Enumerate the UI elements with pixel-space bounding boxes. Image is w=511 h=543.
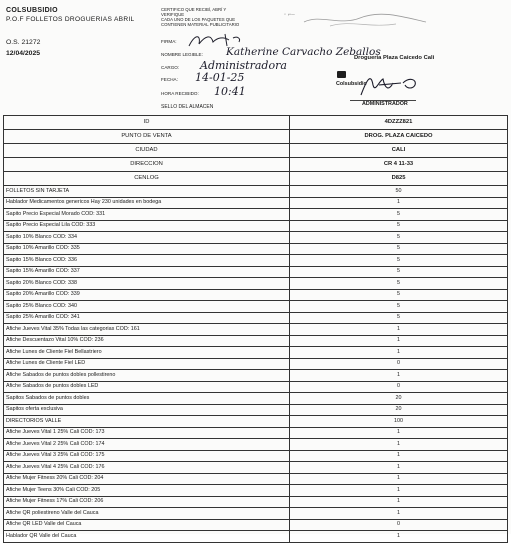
document-date: 12/04/2025: [6, 50, 41, 57]
item-description-cell: Afiche Jueves Vital 35% Todas las categorias COD: 161: [4, 324, 290, 336]
header-label-cell: PUNTO DE VENTA: [4, 130, 290, 144]
table-row: [4, 324, 508, 336]
item-description-cell: Sapito Precio Especial Morado COD: 331: [4, 209, 290, 221]
item-quantity-cell: 1: [290, 347, 508, 359]
table-row: [4, 450, 508, 462]
item-description-cell: Afiche Jueves Vital 4 25% Cali COD: 176: [4, 462, 290, 474]
item-description-cell: Afiche Mujer Fitness 20% Cali COD: 204: [4, 473, 290, 485]
label-firma: FIRMA:: [161, 39, 177, 44]
item-quantity-cell: 1: [290, 197, 508, 209]
item-description-cell: Hablador QR Valle del Cauca: [4, 531, 290, 543]
table-header-row: [4, 172, 508, 186]
faint-mark: ◦ ⌐ ̶: [284, 12, 293, 18]
certification-line-2: VERIFIQUE: [161, 12, 185, 17]
item-description-cell: FOLLETOS SIN TARJETA: [4, 186, 290, 198]
item-description-cell: Afiche Mujer Fitness 17% Cali COD: 206: [4, 496, 290, 508]
item-description-cell: Afiche Jueves Vital 3 25% Cali COD: 175: [4, 450, 290, 462]
item-description-cell: Sapito 10% Amarillo COD: 335: [4, 243, 290, 255]
handwritten-fecha: 14-01-25: [195, 71, 245, 84]
document-title: P.O.F FOLLETOS DROGUERIAS ABRIL: [6, 16, 135, 23]
item-description-cell: Sapito Precio Especial Lila COD: 333: [4, 220, 290, 232]
table-row: [4, 496, 508, 508]
stamp-brand: Colsubsidio: [336, 81, 367, 87]
item-description-cell: Sapito 10% Blanco COD: 334: [4, 232, 290, 244]
handwritten-signature-2: [355, 71, 425, 99]
item-description-cell: Sapitos Sabados de puntos dobles: [4, 393, 290, 405]
header-label-cell: CENLOG: [4, 172, 290, 186]
certification-line-1: CERTIFICO QUE RECIBÍ, ABRÍ Y: [161, 7, 227, 12]
table-row: [4, 312, 508, 324]
header-label-cell: ID: [4, 116, 290, 130]
handwritten-hora: 10:41: [214, 85, 246, 98]
item-description-cell: Hablador Medicamentos genericos Hay 230 unidades en bodega: [4, 197, 290, 209]
header-value-cell: CALI: [290, 144, 508, 158]
table-row: [4, 404, 508, 416]
item-description-cell: Afiche Mujer Teens 30% Cali COD: 205: [4, 485, 290, 497]
item-description-cell: Sapito 15% Amarillo COD: 337: [4, 266, 290, 278]
item-quantity-cell: 5: [290, 220, 508, 232]
table-row: [4, 301, 508, 313]
item-description-cell: Sapito 20% Blanco COD: 338: [4, 278, 290, 290]
label-nombre-legible: NOMBRE LEGIBLE:: [161, 52, 203, 57]
item-description-cell: Afiche Sabados de puntos dobles pollestireno: [4, 370, 290, 382]
table-row: [4, 232, 508, 244]
stamp-role: ADMINISTRADOR: [362, 101, 408, 107]
item-description-cell: Afiche Jueves Vital 2 25% Cali COD: 174: [4, 439, 290, 451]
label-fecha: FECHA:: [161, 77, 178, 82]
table-row: [4, 243, 508, 255]
header-value-cell: DROG. PLAZA CAICEDO: [290, 130, 508, 144]
table-row: [4, 508, 508, 520]
item-quantity-cell: 5: [290, 209, 508, 221]
item-quantity-cell: 5: [290, 278, 508, 290]
table-row: [4, 416, 508, 428]
certification-line-3: CADA UNO DE LOS PAQUETES QUE: [161, 17, 236, 22]
item-quantity-cell: 20: [290, 393, 508, 405]
item-description-cell: Afiche Descuentazo Vital 10% COD: 236: [4, 335, 290, 347]
item-description-cell: DIRECTORIOS VALLE: [4, 416, 290, 428]
table-row: [4, 358, 508, 370]
faint-scribble: [300, 8, 430, 30]
header-label-cell: DIRECCION: [4, 158, 290, 172]
item-quantity-cell: 1: [290, 450, 508, 462]
stamp-logo-icon: [337, 71, 346, 78]
item-description-cell: Afiche Lunes de Cliente Fiel LED: [4, 358, 290, 370]
item-description-cell: Afiche Sabados de puntos dobles LED: [4, 381, 290, 393]
header-value-cell: 4DZZZ821: [290, 116, 508, 130]
table-row: [4, 462, 508, 474]
item-quantity-cell: 50: [290, 186, 508, 198]
item-quantity-cell: 1: [290, 335, 508, 347]
table-row: [4, 197, 508, 209]
item-description-cell: Afiche Jueves Vital 1 25% Cali COD: 173: [4, 427, 290, 439]
item-description-cell: Sapito 25% Amarillo COD: 341: [4, 312, 290, 324]
table-row: [4, 347, 508, 359]
item-quantity-cell: 5: [290, 312, 508, 324]
item-quantity-cell: 0: [290, 358, 508, 370]
table-header-row: [4, 116, 508, 130]
table-row: [4, 186, 508, 198]
item-quantity-cell: 100: [290, 416, 508, 428]
table-header-row: [4, 130, 508, 144]
item-quantity-cell: 5: [290, 255, 508, 267]
table-row: [4, 289, 508, 301]
item-description-cell: Sapito 25% Blanco COD: 340: [4, 301, 290, 313]
item-description-cell: Sapito 20% Amarillo COD: 339: [4, 289, 290, 301]
item-description-cell: Afiche QR LED Valle del Cauca: [4, 519, 290, 531]
item-quantity-cell: 1: [290, 324, 508, 336]
item-description-cell: Afiche Lunes de Cliente Fiel Bellastriero: [4, 347, 290, 359]
certification-line-4: CONTIENEN MATERIAL PUBLICITARIO: [161, 22, 240, 27]
header-label-cell: CIUDAD: [4, 144, 290, 158]
item-description-cell: Sapito 15% Blanco COD: 336: [4, 255, 290, 267]
label-hora-recibido: HORA RECIBIDO:: [161, 91, 199, 96]
item-quantity-cell: 0: [290, 381, 508, 393]
item-quantity-cell: 5: [290, 289, 508, 301]
table-row: [4, 255, 508, 267]
company-name: COLSUBSIDIO: [6, 7, 58, 14]
item-quantity-cell: 1: [290, 508, 508, 520]
item-quantity-cell: 5: [290, 243, 508, 255]
table-row: [4, 278, 508, 290]
table-row: [4, 393, 508, 405]
stamp-store-name: Drogueria Plaza Caicedo Cali: [354, 55, 435, 61]
label-cargo: CARGO:: [161, 65, 180, 70]
item-description-cell: Afiche QR poliestireno Valle del Cauca: [4, 508, 290, 520]
item-quantity-cell: 0: [290, 519, 508, 531]
label-sello: SELLO DEL ALMACEN: [161, 104, 214, 110]
header-value-cell: CR 4 11-33: [290, 158, 508, 172]
header-value-cell: D825: [290, 172, 508, 186]
item-quantity-cell: 1: [290, 496, 508, 508]
item-quantity-cell: 1: [290, 462, 508, 474]
item-quantity-cell: 20: [290, 404, 508, 416]
item-description-cell: Sapitos oferta exclusiva: [4, 404, 290, 416]
table-row: [4, 531, 508, 543]
table-row: [4, 266, 508, 278]
item-quantity-cell: 1: [290, 439, 508, 451]
item-quantity-cell: 1: [290, 427, 508, 439]
order-number: O.S. 21272: [6, 39, 41, 46]
table-header-row: [4, 158, 508, 172]
table-header-row: [4, 144, 508, 158]
table-row: [4, 427, 508, 439]
material-table: [3, 115, 508, 543]
item-quantity-cell: 5: [290, 232, 508, 244]
handwritten-cargo: Administradora: [200, 59, 287, 72]
table-row: [4, 473, 508, 485]
table-row: [4, 220, 508, 232]
table-row: [4, 485, 508, 497]
item-quantity-cell: 5: [290, 301, 508, 313]
table-row: [4, 370, 508, 382]
item-quantity-cell: 1: [290, 473, 508, 485]
table-row: [4, 335, 508, 347]
table-row: [4, 439, 508, 451]
table-row: [4, 381, 508, 393]
table-row: [4, 209, 508, 221]
handwritten-name: Katherine Carvacho Zeballos: [226, 46, 381, 58]
table-row: [4, 519, 508, 531]
item-quantity-cell: 1: [290, 485, 508, 497]
item-quantity-cell: 1: [290, 531, 508, 543]
item-quantity-cell: 1: [290, 370, 508, 382]
item-quantity-cell: 5: [290, 266, 508, 278]
